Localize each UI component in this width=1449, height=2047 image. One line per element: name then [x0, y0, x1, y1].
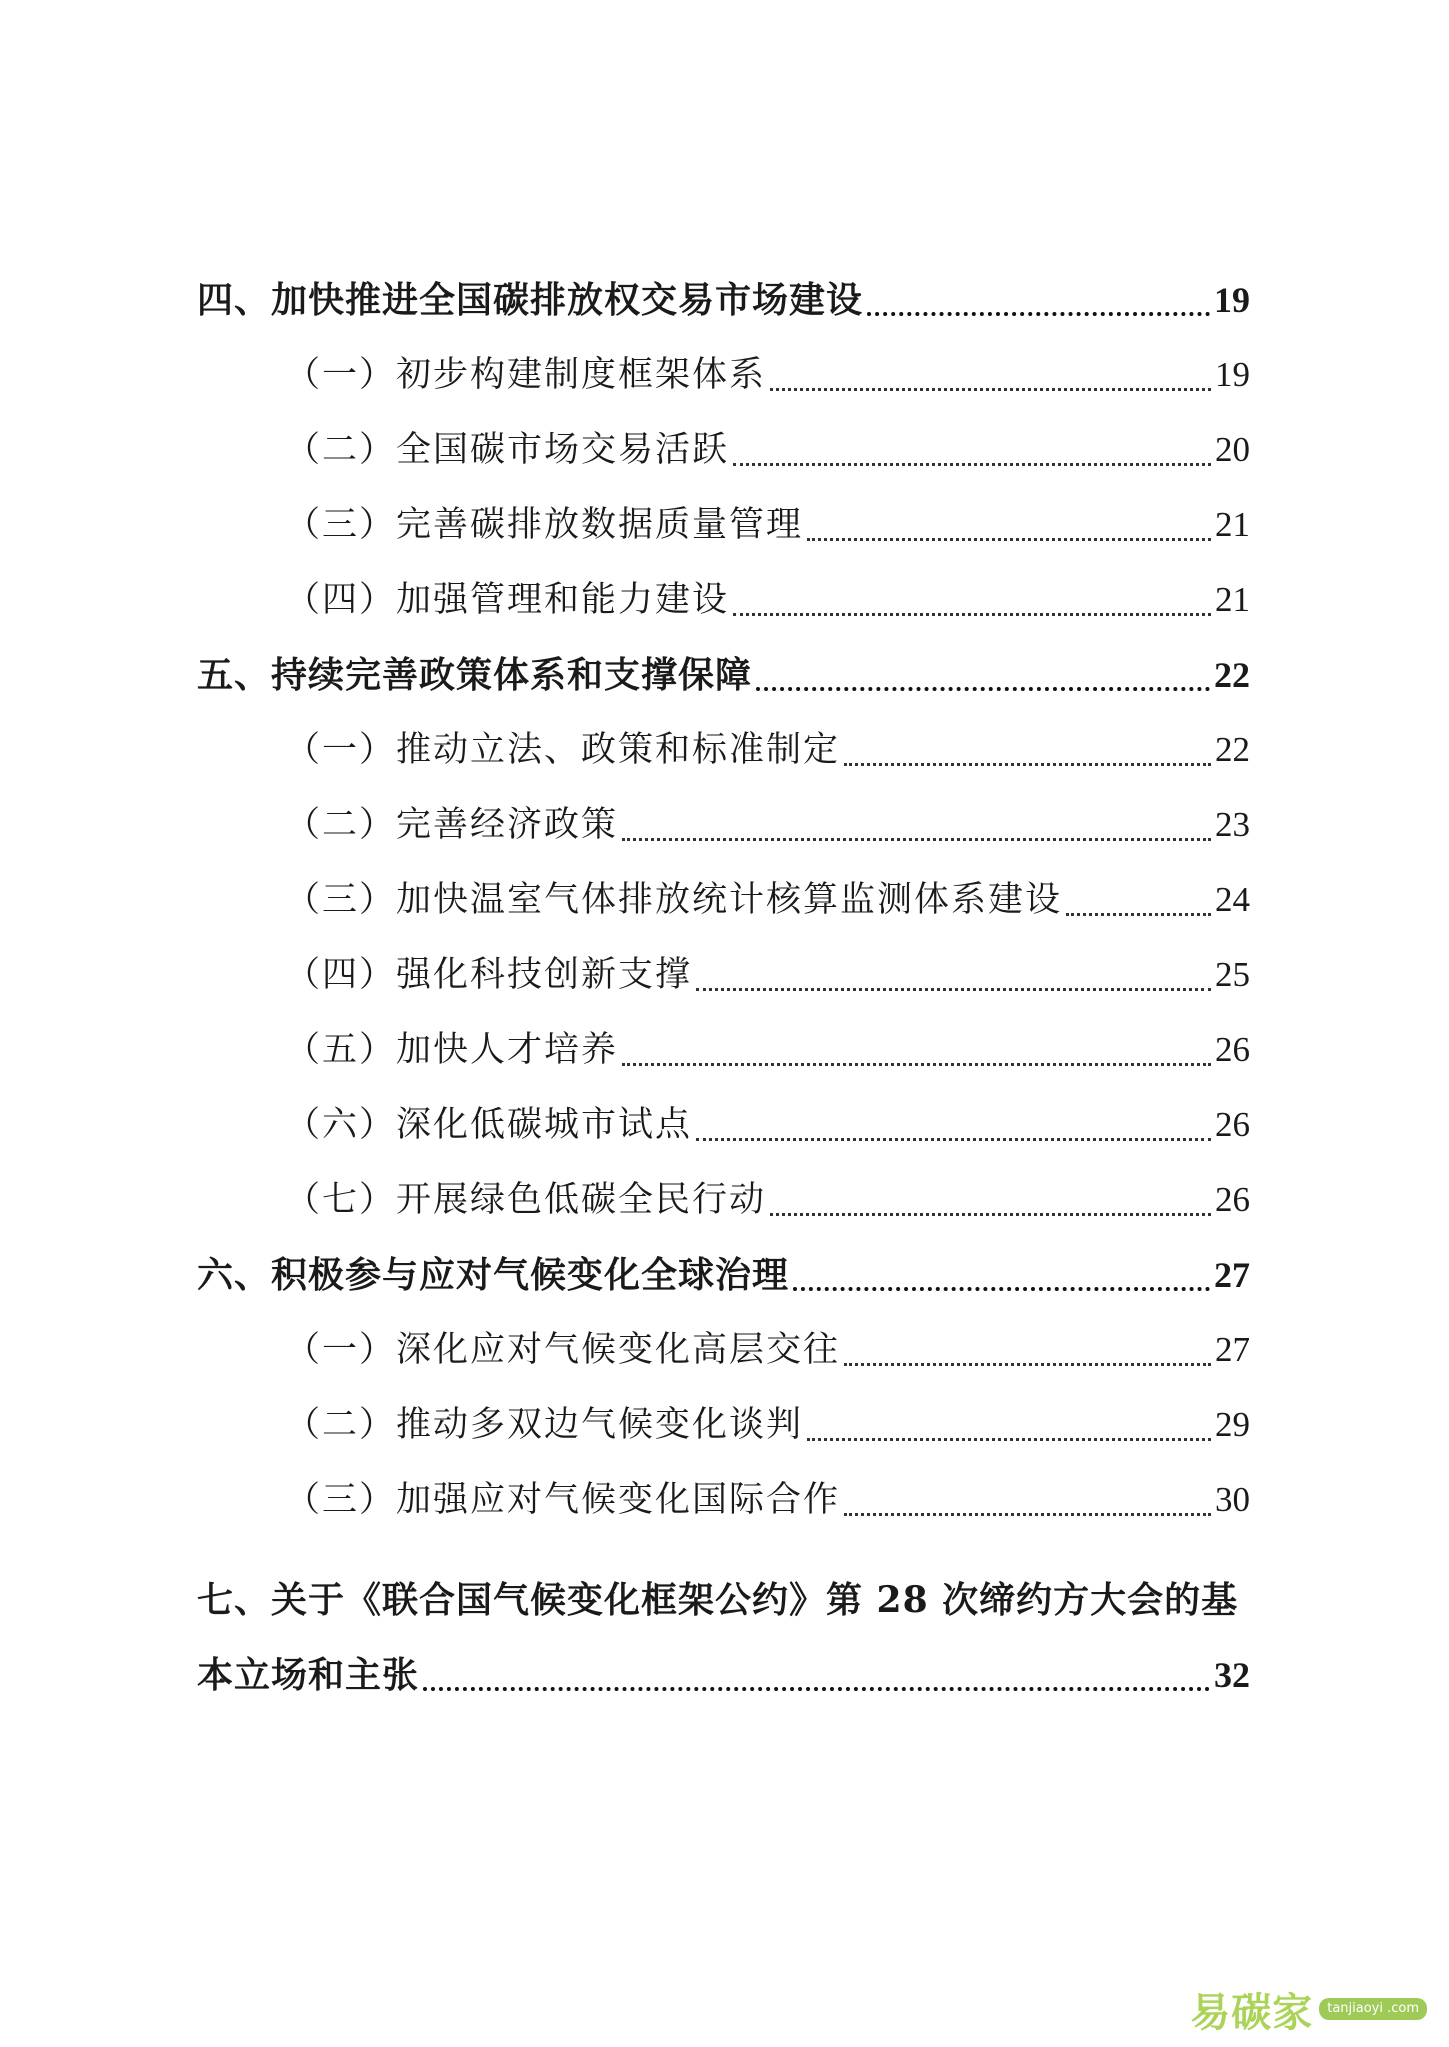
toc-entry-title: 四、加快推进全国碳排放权交易市场建设	[197, 279, 864, 321]
toc-entry-section[interactable]	[285, 570, 1250, 630]
toc-entry-title: （一）推动立法、政策和标准制定	[285, 730, 841, 770]
dot-leader	[622, 816, 1211, 841]
toc-entry-chapter-7-line1[interactable]	[197, 1570, 1250, 1630]
toc-entry-title: 六、积极参与应对气候变化全球治理	[197, 1254, 790, 1296]
toc-entry-chapter-5[interactable]	[197, 645, 1250, 705]
dot-leader	[844, 741, 1211, 766]
toc-entry-title: （二）推动多双边气候变化谈判	[285, 1405, 804, 1445]
toc-entry-section[interactable]	[285, 1470, 1250, 1530]
toc-entry-section[interactable]	[285, 495, 1250, 555]
toc-page-number: 30	[1215, 1480, 1250, 1519]
toc-entry-section[interactable]	[285, 1320, 1250, 1380]
toc-entry-section[interactable]	[285, 420, 1250, 480]
dot-leader	[696, 1116, 1211, 1141]
dot-leader	[844, 1341, 1211, 1366]
dot-leader	[622, 1041, 1211, 1066]
toc-page-number: 20	[1215, 430, 1250, 469]
toc-page-number: 22	[1214, 655, 1250, 695]
toc-page-number: 25	[1215, 955, 1250, 994]
dot-leader	[867, 290, 1210, 316]
toc-entry-title: （四）加强管理和能力建设	[285, 580, 730, 620]
toc-entry-section[interactable]	[285, 1395, 1250, 1455]
toc-entry-title: （四）强化科技创新支撑	[285, 955, 693, 995]
dot-leader	[733, 591, 1211, 616]
toc-entry-chapter-7-line2[interactable]	[197, 1645, 1250, 1705]
dot-leader	[793, 1265, 1210, 1291]
watermark-logo: 易碳家	[1190, 1989, 1314, 2036]
dot-leader	[770, 1191, 1211, 1216]
dot-leader	[807, 1416, 1211, 1441]
toc-page-number: 26	[1215, 1030, 1250, 1069]
dot-leader	[733, 441, 1211, 466]
site-watermark	[1190, 1979, 1427, 2039]
toc-entry-section[interactable]	[285, 795, 1250, 855]
toc-page-number: 32	[1214, 1655, 1250, 1695]
toc-entry-section[interactable]	[285, 1020, 1250, 1080]
dot-leader	[844, 1491, 1211, 1516]
toc-page-number: 27	[1215, 1330, 1250, 1369]
watermark-site-badge: tanjiaoyi .com	[1319, 1998, 1427, 2020]
toc-entry-title: （五）加快人才培养	[285, 1030, 619, 1070]
toc-page-number: 27	[1214, 1255, 1250, 1295]
toc-page-number: 19	[1214, 280, 1250, 320]
toc-entry-chapter-4[interactable]	[197, 270, 1250, 330]
toc-page-number: 24	[1215, 880, 1250, 919]
toc-entry-title: （二）全国碳市场交易活跃	[285, 430, 730, 470]
toc-page-number: 19	[1215, 355, 1250, 394]
toc-entry-title: 五、持续完善政策体系和支撑保障	[197, 654, 753, 696]
toc-entry-section[interactable]	[285, 870, 1250, 930]
toc-entry-title: （三）加快温室气体排放统计核算监测体系建设	[285, 880, 1063, 920]
dot-leader	[770, 366, 1211, 391]
toc-entry-section[interactable]	[285, 1095, 1250, 1155]
toc-entry-section[interactable]	[285, 945, 1250, 1005]
toc-page-number: 21	[1215, 580, 1250, 619]
toc-entry-title: （三）完善碳排放数据质量管理	[285, 505, 804, 545]
toc-entry-section[interactable]	[285, 345, 1250, 405]
toc-entry-section[interactable]	[285, 1170, 1250, 1230]
toc-entry-title: （二）完善经济政策	[285, 805, 619, 845]
dot-leader	[696, 966, 1211, 991]
toc-entry-title: （六）深化低碳城市试点	[285, 1105, 693, 1145]
toc-entry-title: 七、关于《联合国气候变化框架公约》第 28 次缔约方大会的基	[197, 1579, 1239, 1621]
dot-leader	[423, 1665, 1210, 1691]
dot-leader	[807, 516, 1211, 541]
toc-entry-chapter-6[interactable]	[197, 1245, 1250, 1305]
toc-entry-title: （三）加强应对气候变化国际合作	[285, 1480, 841, 1520]
toc-entry-title: （一）初步构建制度框架体系	[285, 355, 767, 395]
dot-leader	[1066, 891, 1211, 916]
toc-page-number: 23	[1215, 805, 1250, 844]
toc-entry-title: （七）开展绿色低碳全民行动	[285, 1180, 767, 1220]
toc-entry-title: （一）深化应对气候变化高层交往	[285, 1330, 841, 1370]
toc-entry-section[interactable]	[285, 720, 1250, 780]
toc-page-number: 26	[1215, 1180, 1250, 1219]
toc-page-number: 29	[1215, 1405, 1250, 1444]
toc-page-number: 26	[1215, 1105, 1250, 1144]
toc-page-number: 22	[1215, 730, 1250, 769]
toc-page-number: 21	[1215, 505, 1250, 544]
toc-entry-title-continued: 本立场和主张	[197, 1654, 420, 1696]
dot-leader	[756, 665, 1210, 691]
